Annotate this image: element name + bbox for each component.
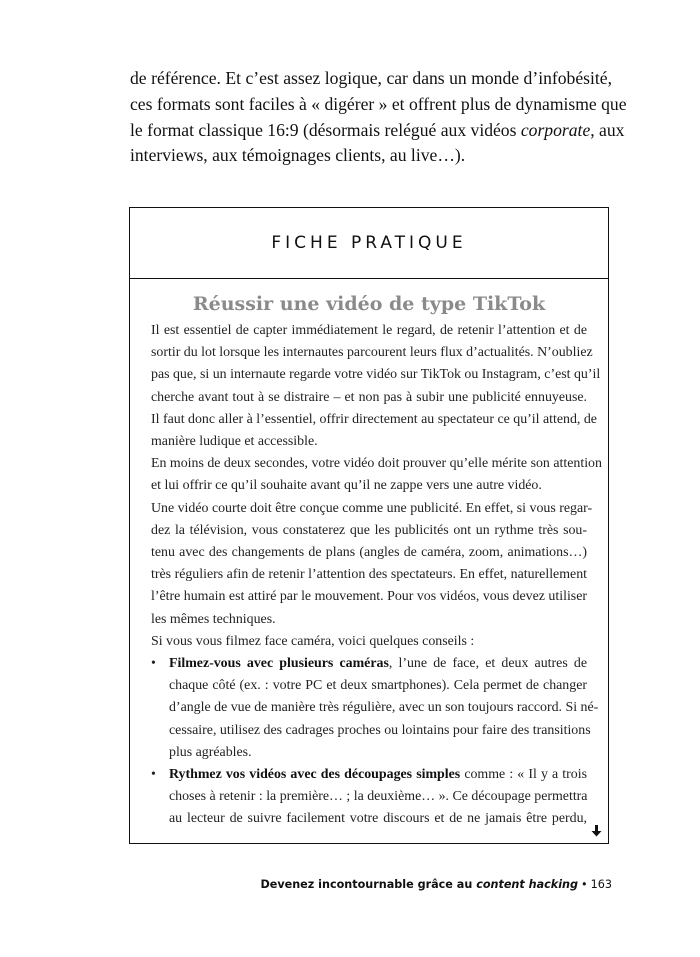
bullet-line: cessaire, utilisez des cadrages proches ou lointains pour faire des transitions: [169, 722, 591, 738]
box-title: Réussir une vidéo de type TikTok: [192, 293, 546, 315]
body-line: très réguliers afin de retenir l’attention des spectateurs. En effet, naturellement: [151, 567, 587, 583]
intro-italic: corporate: [520, 119, 591, 140]
box-body: [151, 320, 602, 831]
intro-line: interviews, aux témoignages clients, au live…).: [130, 145, 466, 166]
body-line: tenu avec des changements de plans (angles de caméra, zoom, animations…): [151, 545, 587, 561]
body-line: Il faut donc aller à l’essentiel, offrir directement au spectateur ce qu’il attend, de: [151, 411, 597, 427]
body-line: dez la télévision, vous constaterez que les publicités ont un rythme très sou-: [151, 522, 587, 538]
intro-line: de référence. Et c’est assez logique, car dans un monde d’infobésité,: [130, 68, 612, 88]
down-arrow-icon-shape: [591, 825, 602, 837]
body-line: pas que, si un internaute regarde votre vidéo sur TikTok ou Instagram, c’est qu’il: [151, 367, 601, 383]
body-line: En moins de deux secondes, votre vidéo doit prouver qu’elle mérite son attention: [151, 456, 602, 472]
intro-text: , aux: [590, 119, 625, 140]
body-line: Il est essentiel de capter immédiatement le regard, de retenir l’attention et de: [151, 323, 587, 338]
bullet-line: choses à retenir : la première… ; la deuxième… ». Ce découpage permettra: [169, 789, 588, 805]
body-line: Une vidéo courte doit être conçue comme une publicité. En effet, si vous regar-: [151, 500, 593, 516]
intro-text: le format classique 16:9 (désormais relégué aux vidéos: [130, 119, 521, 140]
intro-line: [130, 118, 625, 144]
intro-paragraph: [130, 66, 627, 169]
bullet-line: plus agréables.: [169, 744, 252, 760]
body-line: Si vous vous filmez face caméra, voici quelques conseils :: [151, 633, 475, 649]
practical-sheet-box: [129, 207, 609, 844]
box-label: FICHE PRATIQUE: [271, 233, 467, 253]
footer-separator: •: [581, 878, 588, 891]
body-line: et lui offrir ce qu’il souhaite avant qu’il ne zappe vers une autre vidéo.: [151, 478, 542, 494]
body-line: manière ludique et accessible.: [151, 434, 318, 450]
bullet-bold: Filmez-vous avec plusieurs caméras: [169, 656, 389, 672]
footer-title-italic: content hacking: [476, 878, 579, 891]
bullet-item: [151, 653, 587, 675]
bullet-line: chaque côté (ex. : votre PC et deux smartphones). Cela permet de changer: [169, 678, 587, 694]
bullet-icon: •: [151, 656, 156, 672]
page-footer: [130, 878, 612, 891]
bullet-item: [151, 764, 587, 786]
bullet-line: d’angle de vue de manière très régulière, avec un son toujours raccord. Si né-: [169, 700, 599, 716]
box-header: [130, 208, 608, 279]
bullet-text: , l’une de face, et deux autres de: [388, 656, 587, 672]
bullet-icon: •: [151, 767, 156, 783]
bullet-bold: Rythmez vos vidéos avec des découpages simples: [169, 767, 461, 783]
down-arrow-icon: [591, 825, 602, 841]
bullet-text: comme : « Il y a trois: [460, 767, 587, 783]
body-line: les mêmes techniques.: [151, 611, 276, 627]
footer-title: Devenez incontournable grâce au: [260, 878, 477, 891]
page-number: 163: [590, 878, 612, 891]
bullet-line: au lecteur de suivre facilement votre discours et de ne jamais être perdu,: [169, 811, 587, 827]
body-line: l’être humain est attiré par le mouvement. Pour vos vidéos, vous devez utiliser: [151, 589, 587, 605]
intro-line: ces formats sont faciles à « digérer » et offrent plus de dynamisme que: [130, 93, 627, 114]
body-line: cherche avant tout à se distraire – et non pas à subir une publicité ennuyeuse.: [151, 389, 587, 405]
body-line: sortir du lot lorsque les internautes parcourent leurs flux d’actualités. N’oubliez: [151, 345, 593, 361]
